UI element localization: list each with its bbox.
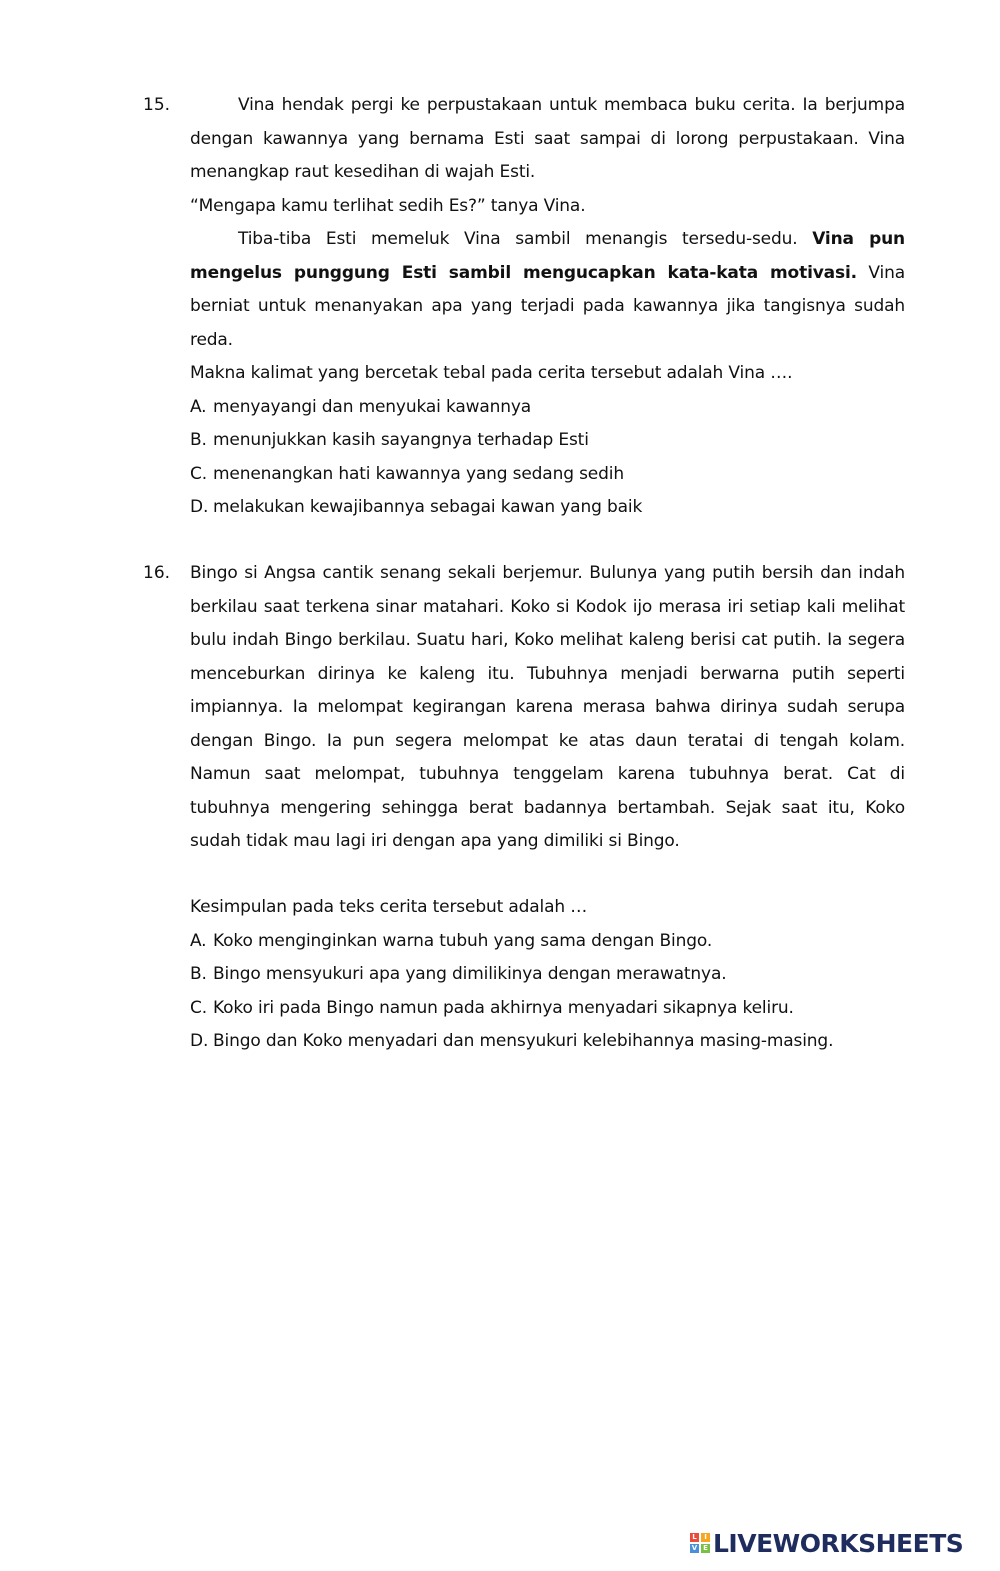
liveworksheets-logo-icon [690,1533,710,1553]
logo-tile: L [690,1533,699,1542]
question-16-story [190,557,905,859]
option-letter: C. [190,463,207,484]
answer-option-b[interactable] [190,958,905,992]
option-letter: B. [190,430,207,450]
question-16-prompt-block [190,891,905,1059]
option-text: Bingo dan Koko menyadari dan mensyukuri kelebihannya masing-masing. [213,1031,834,1051]
logo-wordmark: LIVEWORKSHEETS [713,1528,964,1558]
story-text: Tiba-tiba Esti memeluk Vina sambil menangis tersedu-sedu. [238,229,813,249]
question-15-story [190,89,905,357]
option-text: melakukan kewajibannya sebagai kawan yang baik [213,497,643,517]
story-text: Vina berniat untuk menanyakan apa yang terjadi pada kawannya jika tangisnya sudah reda. [190,262,905,350]
option-text: menenangkan hati kawannya yang sedang sedih [213,463,624,484]
logo-tile: V [691,1544,698,1552]
liveworksheets-logo [690,1527,963,1559]
story-dialogue: “Mengapa kamu terlihat sedih Es?” tanya Vina. [190,195,586,216]
question-prompt: Kesimpulan pada teks cerita tersebut adalah … [190,897,588,917]
option-text: Koko iri pada Bingo namun pada akhirnya menyadari sikapnya keliru. [213,997,794,1018]
story-paragraph: Vina hendak pergi ke perpustakaan untuk membaca buku cerita. Ia berjumpa dengan kawannya yang bernama Esti saat sampai di lorong perpustakaan. Vina menangkap raut kesedihan di wajah Esti. [190,95,905,182]
story-paragraph: Bingo si Angsa cantik senang sekali berjemur. Bulunya yang putih bersih dan indah berkilau saat terkena sinar matahari. Koko si Kodok ijo merasa iri setiap kali melihat bulu indah Bingo berkilau. Suatu hari, Koko melihat kaleng berisi cat putih. Ia segera menceburkan dirinya ke kaleng itu. Tubuhnya menjadi berwarna putih seperti impiannya. Ia melompat kegirangan karena merasa bahwa dirinya sudah serupa dengan Bingo. Ia pun segera melompat ke atas daun teratai di tengah kolam. Namun saat melompat, tubuhnya tenggelam karena tubuhnya berat. Cat di tubuhnya mengering sehingga berat badannya bertambah. Sejak saat itu, Koko sudah tidak mau lagi iri dengan apa yang dimiliki si Bingo. [190,563,905,851]
question-number: 16. [143,563,171,583]
answer-option-d[interactable] [190,1025,905,1059]
question-prompt: Makna kalimat yang bercetak tebal pada cerita tersebut adalah Vina …. [190,363,793,383]
answer-option-d[interactable] [190,491,905,525]
option-letter: B. [190,964,207,984]
option-letter: C. [190,997,207,1018]
option-letter: A. [190,396,207,417]
answer-option-a[interactable] [190,925,905,959]
logo-tile: I [701,1533,710,1542]
option-letter: A. [190,930,207,951]
option-text: menunjukkan kasih sayangnya terhadap Esti [213,430,589,450]
option-letter: D. [190,497,209,517]
question-15-prompt-block [190,357,905,525]
question-number: 15. [143,95,171,115]
answer-option-a[interactable] [190,391,905,425]
logo-tile: E [701,1544,710,1553]
answer-option-b[interactable] [190,424,905,458]
option-text: Koko menginginkan warna tubuh yang sama dengan Bingo. [213,930,713,951]
option-text: menyayangi dan menyukai kawannya [213,396,532,417]
option-letter: D. [190,1031,209,1051]
bold-sentence: Vina pun mengelus punggung Esti sambil mengucapkan kata-kata motivasi. [190,229,905,283]
answer-option-c[interactable] [190,992,905,1026]
option-text: Bingo mensyukuri apa yang dimilikinya dengan merawatnya. [213,964,727,984]
story-paragraph [190,223,905,357]
answer-option-c[interactable] [190,458,905,492]
